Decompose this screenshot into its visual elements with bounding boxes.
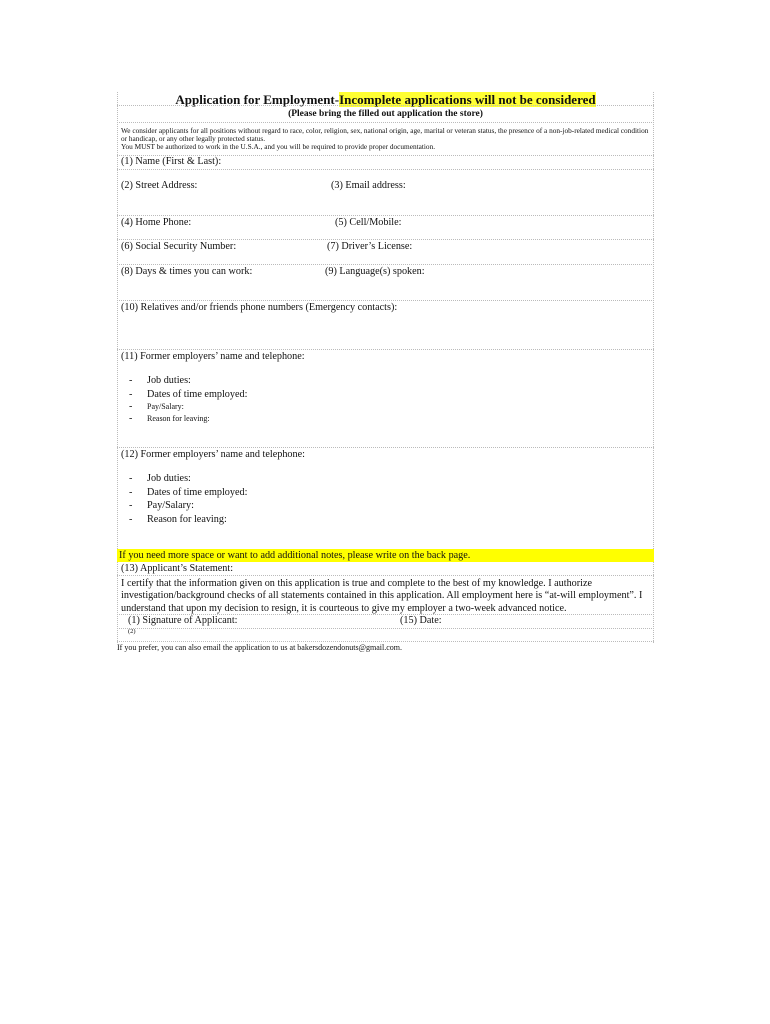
bullet-dash: - [129, 514, 133, 525]
bullet-dash: - [129, 487, 133, 498]
divider [117, 641, 654, 642]
divider [117, 122, 654, 123]
disclaimer [121, 127, 650, 152]
bullet-dash: - [129, 401, 133, 412]
additional-notes-banner: If you need more space or want to add additional notes, please write on the back page. [117, 549, 654, 562]
item-label: Job duties: [147, 473, 191, 484]
employer1-dates-employed [129, 388, 247, 401]
statement-heading: (13) Applicant’s Statement: [121, 563, 234, 574]
employer2-reason-leaving [129, 513, 227, 526]
disclaimer-authorization: You MUST be authorized to work in the U.S.A., and you will be required to provide proper documentation. [121, 142, 436, 152]
employer2-job-duties [129, 472, 191, 485]
item-label: Dates of time employed: [147, 389, 248, 400]
name-label: (1) Name (First & Last): [121, 156, 222, 167]
item-label: Reason for leaving: [147, 414, 210, 423]
employer1-reason-leaving [129, 413, 210, 424]
cell-label: (5) Cell/Mobile: [335, 217, 402, 228]
small-marker: (2) [128, 628, 136, 635]
bullet-dash: - [129, 473, 133, 484]
bullet-dash: - [129, 500, 133, 511]
divider [117, 628, 654, 629]
employer2-dates-employed [129, 486, 247, 499]
item-label: Pay/Salary: [147, 500, 194, 511]
employer2-heading: (12) Former employers’ name and telephone: [121, 449, 305, 460]
divider [117, 105, 654, 106]
title-highlight: Incomplete applications will not be considered [339, 92, 596, 107]
employer1-heading: (11) Former employers’ name and telephone: [121, 351, 305, 362]
drivers-license-label: (7) Driver’s License: [327, 241, 413, 252]
employer2-pay-salary [129, 499, 194, 512]
divider [117, 169, 654, 170]
bullet-dash: - [129, 413, 133, 424]
languages-label: (9) Language(s) spoken: [325, 266, 425, 277]
item-label: Reason for leaving: [147, 514, 227, 525]
email-label: (3) Email address: [331, 180, 406, 191]
form-subtitle: (Please bring the filled out application the store) [288, 109, 483, 119]
signature-label: (1) Signature of Applicant: [128, 615, 238, 626]
emergency-contacts-label: (10) Relatives and/or friends phone numbers (Emergency contacts): [121, 302, 398, 313]
home-phone-label: (4) Home Phone: [121, 217, 192, 228]
divider [117, 575, 654, 576]
bullet-dash: - [129, 389, 133, 400]
application-form [117, 92, 654, 643]
footer-email-note: If you prefer, you can also email the application to us at bakersdozendonuts@gmail.com. [117, 643, 402, 652]
item-label: Dates of time employed: [147, 487, 248, 498]
ssn-label: (6) Social Security Number: [121, 241, 237, 252]
date-label: (15) Date: [400, 615, 442, 626]
bullet-dash: - [129, 375, 133, 386]
certification-text: I certify that the information given on this application is true and complete to the best of my knowledge. I authorize investigation/background checks of all statements contained in this application. All employment here is “at-will employment”. I understand that upon my decision to resign, it is courteous to give my employer a two-week advanced notice. [121, 578, 643, 614]
item-label: Job duties: [147, 375, 191, 386]
street-address-label: (2) Street Address: [121, 180, 198, 191]
disclaimer-eeo: We consider applicants for all positions without regard to race, color, religion, sex, national origin, age, marital or veteran status, the presence of a non-job-related medical condition or handicap, or any other legally protected status. [121, 126, 649, 144]
days-times-label: (8) Days & times you can work: [121, 266, 253, 277]
employer1-pay-salary [129, 401, 184, 412]
item-label: Pay/Salary: [147, 402, 184, 411]
title-prefix: Application for Employment- [175, 92, 340, 107]
employer1-job-duties [129, 374, 191, 387]
